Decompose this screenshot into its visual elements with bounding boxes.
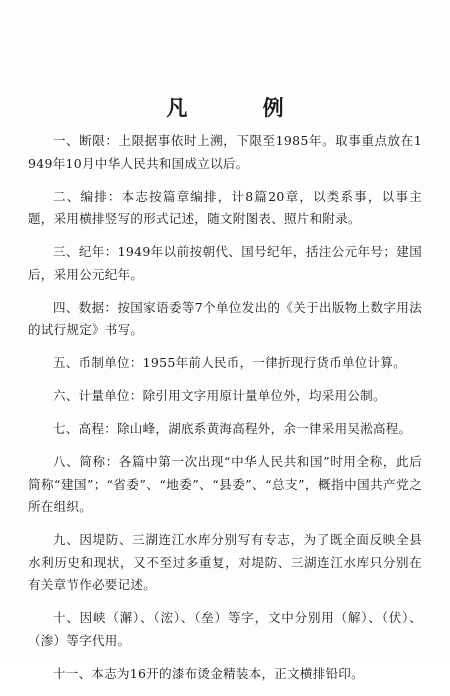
paragraph-daiyong: 十、因峡（澥）、（浤）、（垒）等字，文中分别用（解）、（伏）、（渗）等字代用。 — [28, 610, 422, 648]
paragraph-bianpai: 二、编排：本志按篇章编排，计8篇20章，以类系事，以事主题，采用横排竖写的形式记述，随文附图表、照片和附录。 — [28, 188, 422, 226]
document-body — [28, 130, 422, 696]
page-title: 凡 例 — [166, 95, 318, 120]
paragraph-jiliang: 六、计量单位：除引用文字用原计量单位外，均采用公制。 — [53, 388, 386, 403]
paragraph-duanxian: 一、断限：上限据事依时上溯，下限至1985年。取事重点放在1949年10月中华人民共和国成立以后。 — [28, 133, 422, 171]
paragraph-jinian: 三、纪年：1949年以前按朝代、国号纪年，括注公元年号；建国后，采用公元纪年。 — [28, 244, 422, 282]
paragraph-jiancheng: 八、简称：各篇中第一次出现“中华人民共和国”时用全称，此后简称“建国”；“省委”、“地委”、“县委”、“总支”，概指中国共产党之所在组织。 — [28, 454, 422, 514]
paragraph-bizhi: 五、币制单位：1955年前人民币，一律折现行货币单位计算。 — [53, 355, 407, 370]
paragraph-difang: 九、因堤防、三湖连江水库分别写有专志，为了既全面反映全县水利历史和现状，又不至过多重复，对堤防、三湖连江水库只分别在有关章节作必要记述。 — [28, 532, 422, 592]
paragraph-gaocheng: 七、高程：除山峰，湖底系黄海高程外，余一律采用吴淞高程。 — [53, 421, 412, 436]
paragraph-zhuangzhen: 十一、本志为16开的漆布烫金精装本，正文横排铅印。 — [53, 665, 364, 681]
paragraph-shuju: 四、数据：按国家语委等7个单位发出的《关于出版物上数字用法的试行规定》书写。 — [28, 299, 422, 337]
